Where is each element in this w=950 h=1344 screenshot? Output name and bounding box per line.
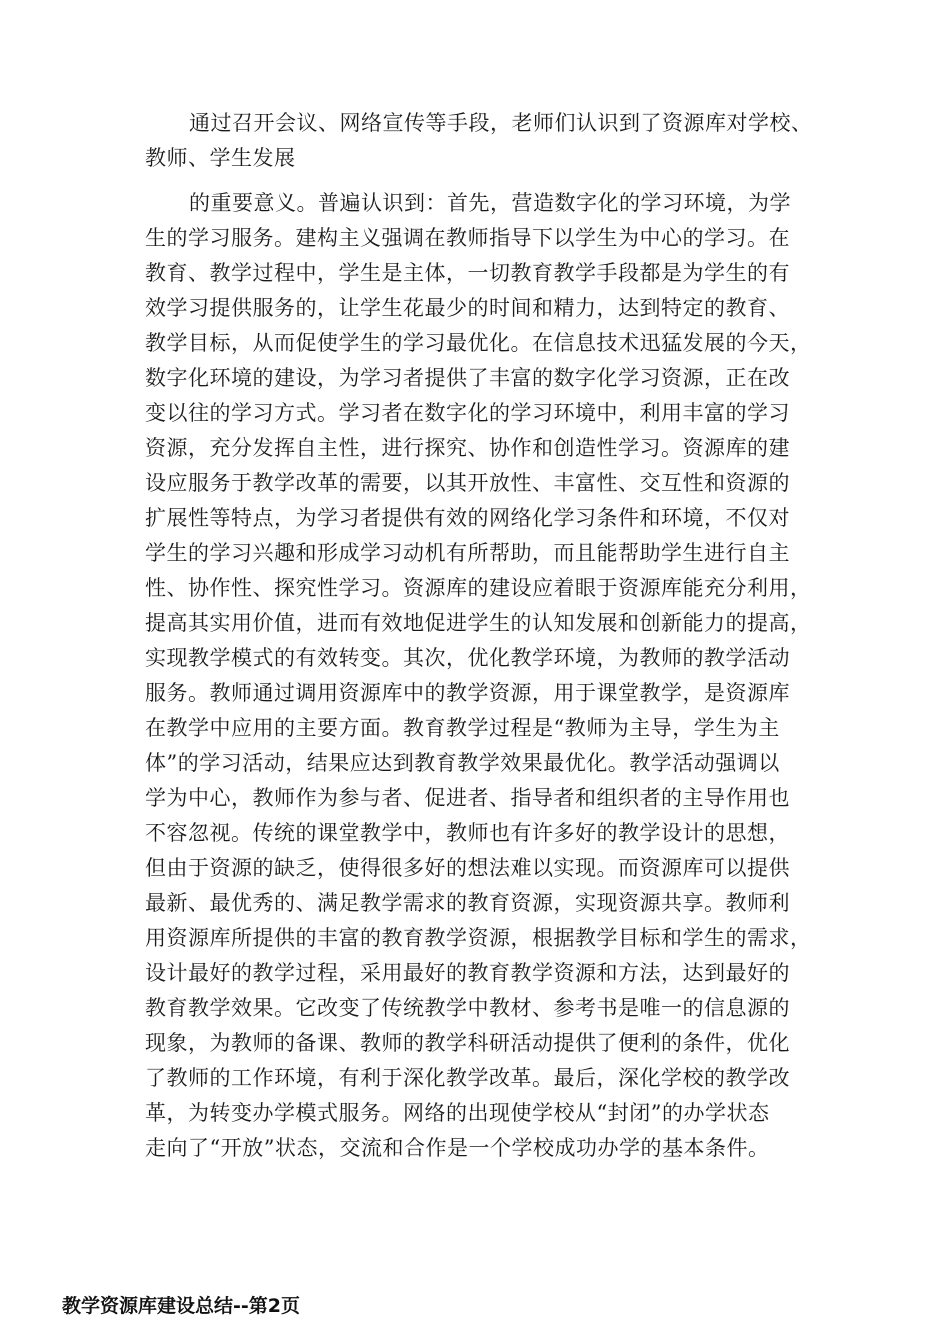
text-line: 用资源库所提供的丰富的教育教学资源，根据教学目标和学生的需求， [145, 926, 812, 950]
text-line: 了教师的工作环境，有利于深化教学改革。最后，深化学校的教学改 [145, 1066, 790, 1090]
text-line: 资源，充分发挥自主性，进行探究、协作和创造性学习。资源库的建 [145, 436, 790, 460]
text-line: 革，为转变办学模式服务。网络的出现使学校从“封闭”的办学状态 [145, 1101, 770, 1125]
paragraph-1 [145, 106, 817, 176]
text-line: 教师、学生发展 [145, 146, 296, 170]
text-line: 设应服务于教学改革的需要，以其开放性、丰富性、交互性和资源的 [145, 471, 790, 495]
text-line: 数字化环境的建设，为学习者提供了丰富的数字化学习资源，正在改 [145, 366, 790, 390]
text-line: 效学习提供服务的，让学生花最少的时间和精力，达到特定的教育、 [145, 296, 790, 320]
text-line: 最新、最优秀的、满足教学需求的教育资源，实现资源共享。教师利 [145, 891, 790, 915]
text-line: 的重要意义。普遍认识到：首先，营造数字化的学习环境，为学 [189, 191, 791, 215]
text-line: 教育、教学过程中，学生是主体，一切教育教学手段都是为学生的有 [145, 261, 790, 285]
text-line: 学为中心，教师作为参与者、促进者、指导者和组织者的主导作用也 [145, 786, 790, 810]
text-line: 变以往的学习方式。学习者在数字化的学习环境中，利用丰富的学习 [145, 401, 790, 425]
text-line: 性、协作性、探究性学习。资源库的建设应着眼于资源库能充分利用， [145, 576, 812, 600]
text-line: 生的学习服务。建构主义强调在教师指导下以学生为中心的学习。在 [145, 226, 790, 250]
text-line: 扩展性等特点，为学习者提供有效的网络化学习条件和环境，不仅对 [145, 506, 790, 530]
text-line: 实现教学模式的有效转变。其次，优化教学环境，为教师的教学活动 [145, 646, 790, 670]
text-line: 提高其实用价值，进而有效地促进学生的认知发展和创新能力的提高， [145, 611, 812, 635]
text-line: 学生的学习兴趣和形成学习动机有所帮助，而且能帮助学生进行自主 [145, 541, 790, 565]
text-line: 但由于资源的缺乏，使得很多好的想法难以实现。而资源库可以提供 [145, 856, 790, 880]
text-line: 教学目标，从而促使学生的学习最优化。在信息技术迅猛发展的今天， [145, 331, 812, 355]
text-line: 体”的学习活动，结果应达到教育教学效果最优化。教学活动强调以 [145, 751, 780, 775]
page-footer: 教学资源库建设总结--第2页 [62, 1295, 300, 1317]
text-line: 现象，为教师的备课、教师的教学科研活动提供了便利的条件，优化 [145, 1031, 790, 1055]
text-line: 教育教学效果。它改变了传统教学中教材、参考书是唯一的信息源的 [145, 996, 790, 1020]
text-line: 走向了“开放”状态，交流和合作是一个学校成功办学的基本条件。 [145, 1136, 770, 1160]
text-line: 通过召开会议、网络宣传等手段，老师们认识到了资源库对学校、 [189, 111, 813, 135]
text-line: 在教学中应用的主要方面。教育教学过程是“教师为主导，学生为主 [145, 716, 780, 740]
text-line: 设计最好的教学过程，采用最好的教育教学资源和方法，达到最好的 [145, 961, 790, 985]
body-text [145, 106, 817, 1166]
text-line: 不容忽视。传统的课堂教学中，教师也有许多好的教学设计的思想， [145, 821, 790, 845]
text-line: 服务。教师通过调用资源库中的教学资源，用于课堂教学，是资源库 [145, 681, 790, 705]
paragraph-2 [145, 186, 817, 1166]
